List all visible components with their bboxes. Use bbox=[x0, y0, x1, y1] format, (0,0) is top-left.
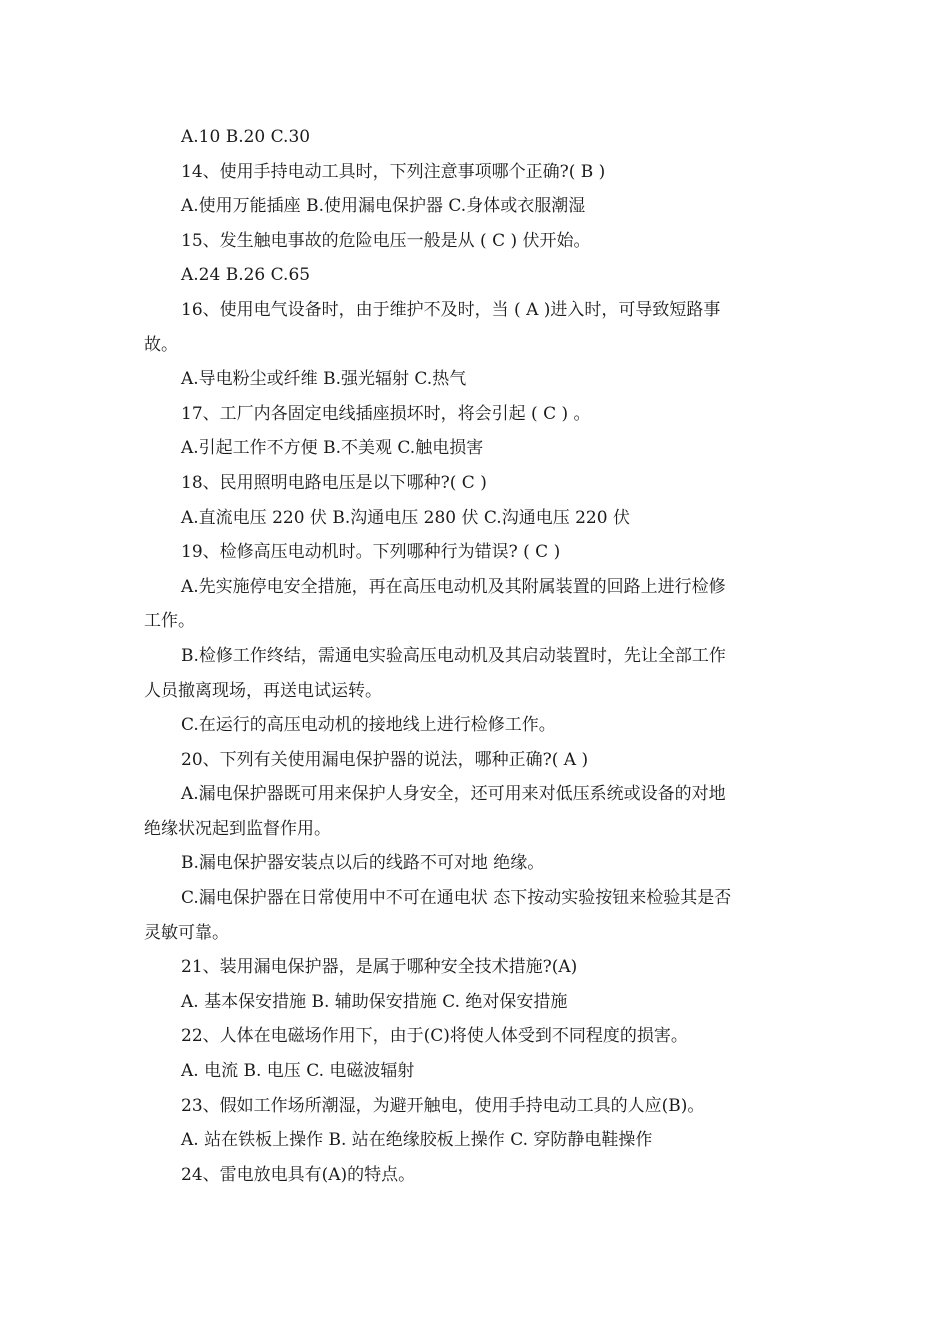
document-line: 20、下列有关使用漏电保护器的说法，哪种正确?( A ) bbox=[181, 749, 589, 770]
document-body bbox=[144, 120, 810, 1192]
document-line: A. 基本保安措施 B. 辅助保安措施 C. 绝对保安措施 bbox=[181, 991, 568, 1012]
document-line: B.检修工作终结，需通电实验高压电动机及其启动装置时，先让全部工作 bbox=[181, 645, 726, 666]
document-line: A.使用万能插座 B.使用漏电保护器 C.身体或衣服潮湿 bbox=[181, 196, 586, 217]
document-line: 故。 bbox=[144, 334, 178, 355]
document-line: 19、检修高压电动机时。下列哪种行为错误? ( C ) bbox=[181, 542, 561, 563]
document-line: A.导电粉尘或纤维 B.强光辐射 C.热气 bbox=[181, 369, 467, 390]
document-line: A. 站在铁板上操作 B. 站在绝缘胶板上操作 C. 穿防静电鞋操作 bbox=[181, 1130, 653, 1151]
document-line: A.24 B.26 C.65 bbox=[181, 265, 311, 286]
document-line: A. 电流 B. 电压 C. 电磁波辐射 bbox=[181, 1061, 415, 1082]
document-line: 人员撤离现场，再送电试运转。 bbox=[144, 680, 382, 701]
document-line: 18、民用照明电路电压是以下哪种?( C ) bbox=[181, 472, 487, 493]
document-line: A.先实施停电安全措施，再在高压电动机及其附属装置的回路上进行检修 bbox=[181, 576, 726, 597]
document-line: A.引起工作不方便 B.不美观 C.触电损害 bbox=[181, 438, 484, 459]
document-line: C.漏电保护器在日常使用中不可在通电状 态下按动实验按钮来检验其是否 bbox=[181, 888, 732, 909]
document-line: 16、使用电气设备时，由于维护不及时，当 ( A )进入时，可导致短路事 bbox=[181, 299, 721, 320]
document-line: 15、发生触电事故的危险电压一般是从 ( C ) 伏开始。 bbox=[181, 230, 591, 251]
document-line: 23、假如工作场所潮湿，为避开触电，使用手持电动工具的人应(B)。 bbox=[181, 1095, 705, 1116]
document-line: 绝缘状况起到监督作用。 bbox=[144, 818, 331, 839]
document-line: 工作。 bbox=[144, 611, 195, 632]
document-line: A.漏电保护器既可用来保护人身安全，还可用来对低压系统或设备的对地 bbox=[181, 784, 726, 805]
document-line: A.直流电压 220 伏 B.沟通电压 280 伏 C.沟通电压 220 伏 bbox=[181, 507, 630, 528]
document-line: B.漏电保护器安装点以后的线路不可对地 绝缘。 bbox=[181, 853, 545, 874]
document-line: C.在运行的高压电动机的接地线上进行检修工作。 bbox=[181, 715, 556, 736]
document-line: 24、雷电放电具有(A)的特点。 bbox=[181, 1164, 416, 1185]
document-line: A.10 B.20 C.30 bbox=[181, 127, 311, 147]
document-line: 21、装用漏电保护器，是属于哪种安全技术措施?(A) bbox=[181, 957, 578, 978]
document-line: 灵敏可靠。 bbox=[144, 922, 229, 943]
document-line: 14、使用手持电动工具时，下列注意事项哪个正确?( B ) bbox=[181, 161, 606, 182]
document-line: 22、人体在电磁场作用下，由于(C)将使人体受到不同程度的损害。 bbox=[181, 1026, 688, 1047]
document-line: 17、工厂内各固定电线插座损坏时，将会引起 ( C ) 。 bbox=[181, 403, 591, 424]
